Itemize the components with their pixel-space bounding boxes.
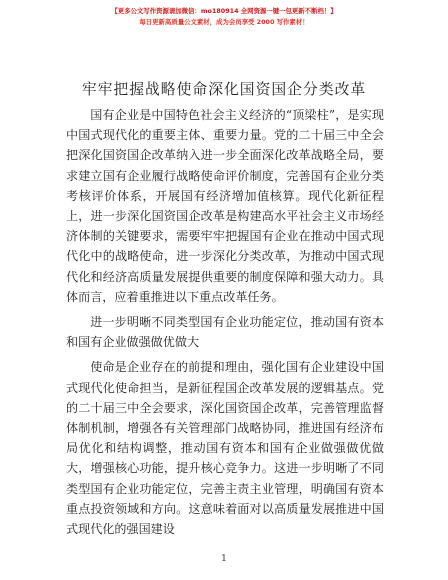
promo-banner: [0, 6, 448, 28]
page-number: 1: [221, 554, 227, 564]
promo-banner-line-1: 【更多公文写作资源请加微信：mo180914 全网资源一键一包更新不断档！】: [111, 7, 337, 15]
promo-banner-line-2: 每日更新高质量公文素材，成为会员享受 2000 写作素材！: [139, 18, 309, 26]
section-heading: 进一步明晰不同类型国有企业功能定位，推动国有资本和国有企业做强做优做大: [66, 315, 384, 350]
paragraph-mission: 使命是企业存在的前提和理由，强化国有企业建设中国式现代化使命担当，是新征程国企改革发展的逻辑基点。党的二十届三中全会要求，深化国资国企改革，完善管理监督体制机制，增强各有关管理部门战略协同，推进国有经济布局优化和结构调整，推动国有资本和国有企业做强做优做大，增强核心功能，提升核心竞争力。这进一步明晰了不同类型国有企业功能定位，完善主责主业管理，明确国有资本重点投资领域和方向。这意味着面对以高质量发展推进中国式现代化的强国建设: [66, 360, 384, 537]
paragraph-intro: 国有企业是中国特色社会主义经济的“顶梁柱”，是实现中国式现代化的重要主体、重要力量。党的二十届三中全会把深化国资国企改革纳入进一步全面深化改革战略全局，要求建立国有企业履行战略使命评价制度，完善国有企业分类考核评价体系，开展国有经济增加值核算。现代化新征程上，进一步深化国资国企改革是构建高水平社会主义市场经济体制的关键要求，需要牢牢把握国有企业在推动中国式现代化中的战略使命，进一步深化分类改革，为推动中国式现代化和经济高质量发展提供重要的制度保障和强大动力。具体而言，应着重推进以下重点改革任务。: [66, 108, 384, 304]
document-body: [66, 105, 384, 539]
document-title: 牢牢把握战略使命深化国资国企分类改革: [81, 81, 367, 98]
